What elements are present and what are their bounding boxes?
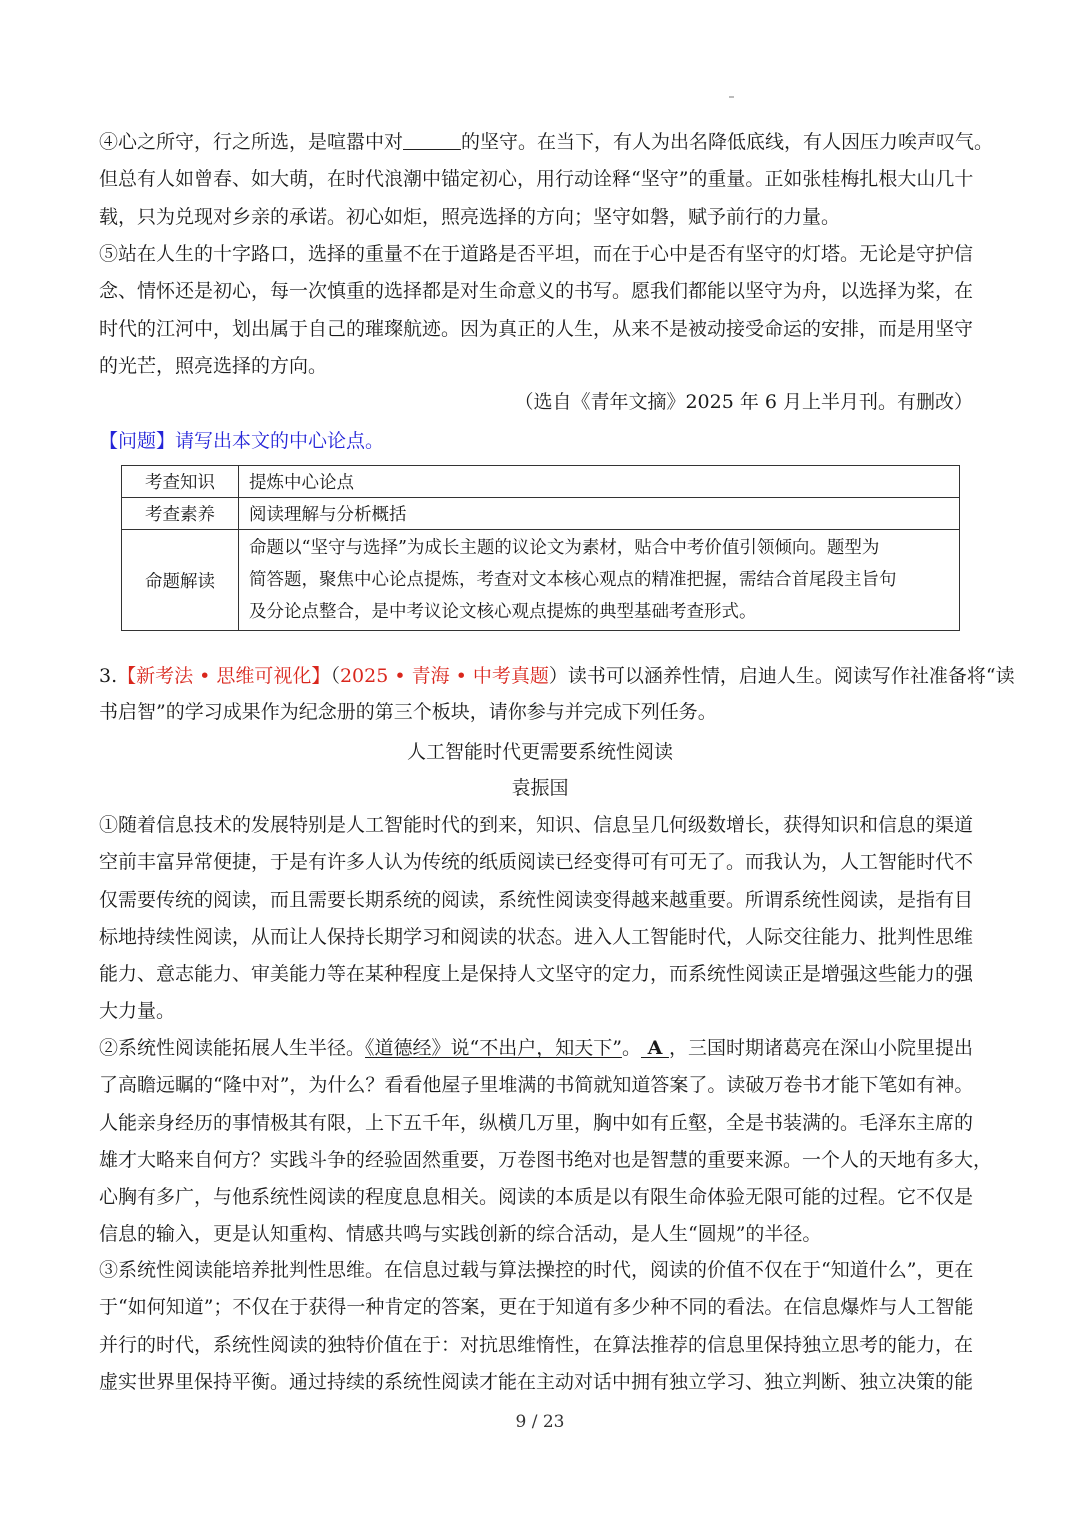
paragraph-line: 的光芒，照亮选择的方向。 xyxy=(99,354,328,377)
paragraph-line: 标地持续性阅读，从而让人保持长期学习和阅读的状态。进入人工智能时代，人际交往能力、批判性思维 xyxy=(99,925,974,948)
table-value: 阅读理解与分析概括 xyxy=(239,498,960,530)
article-author: 袁振国 xyxy=(511,777,569,799)
paragraph-line: 空前丰富异常便捷，于是有许多人认为传统的纸质阅读已经变得可有可无了。而我认为，人工智能时代不 xyxy=(99,851,974,874)
paragraph-line: 雄才大略来自何方？实践斗争的经验固然重要，万卷图书绝对也是智慧的重要来源。一个人的天地有多大， xyxy=(99,1148,993,1171)
paragraph-line: 于“如何知道”；不仅在于获得一种肯定的答案，更在于知道有多少种不同的看法。在信息爆炸与人工智能 xyxy=(99,1296,974,1319)
paragraph-line: ①随着信息技术的发展特别是人工智能时代的到来，知识、信息呈几何级数增长，获得知识和信息的渠道 xyxy=(99,814,974,836)
paragraph-4 xyxy=(99,124,994,236)
paragraph-line: ④心之所守，行之所选，是喧嚣中对 的坚守。在当下，有人为出名降低底线，有人因压力唉声叹气。 xyxy=(99,131,994,153)
table-value: 提炼中心论点 xyxy=(239,466,960,498)
paragraph-line: 念、情怀还是初心，每一次慎重的选择都是对生命意义的书写。愿我们都能以坚守为舟，以选择为桨，在 xyxy=(99,280,974,303)
underlined-quote: 《道德经》说“不出户，知天下” xyxy=(365,1037,622,1059)
article-title: 人工智能时代更需要系统性阅读 xyxy=(406,741,673,763)
page-number: 9 / 23 xyxy=(515,1412,565,1432)
paragraph-line: 心胸有多广，与他系统性阅读的程度息息相关。阅读的本质是以有限生命体验无限可能的过程。它不仅是 xyxy=(99,1186,974,1209)
paragraph-line: 了高瞻远瞩的“隆中对”，为什么？看看他屋子里堆满的书简就知道答案了。读破万卷书才能下笔如有神。 xyxy=(99,1074,974,1097)
table-key: 考查知识 xyxy=(122,466,239,498)
table-row xyxy=(122,498,960,530)
paragraph-line: ⑤站在人生的十字路口，选择的重量不在于道路是否平坦，而在于心中是否有坚守的灯塔。无论是守护信 xyxy=(99,243,974,265)
question-tag: 【新考法 • 思维可视化】 xyxy=(117,665,331,687)
blank-marker-a: A xyxy=(640,1037,669,1059)
paragraph-line: 虚实世界里保持平衡。通过持续的系统性阅读才能在主动对话中拥有独立学习、独立判断、独立决策的能 xyxy=(99,1370,974,1393)
paragraph-line: 并行的时代，系统性阅读的独特价值在于：对抗思维惰性，在算法推荐的信息里保持独立思考的能力，在 xyxy=(99,1333,974,1356)
analysis-table xyxy=(121,465,960,631)
question-source-tag: 2025 • 青海 • 中考真题 xyxy=(339,665,549,687)
article-paragraph-1 xyxy=(99,807,983,1031)
paragraph-line: 人能亲身经历的事情极其有限，上下五千年，纵横几万里，胸中如有丘壑，全是书装满的。毛泽东主席的 xyxy=(99,1111,974,1134)
table-value: 命题以“坚守与选择”为成长主题的议论文为素材，贴合中考价值引领倾向。题型为 简答题，聚焦中心论点提炼，考查对文本核心观点的精准把握，需结合首尾段主旨句 及分论点整合，是中考议论文核心观点提炼的典型基础考查形式。 xyxy=(239,530,960,631)
article-paragraph-2 xyxy=(99,1030,993,1254)
paragraph-line: 时代的江河中，划出属于自己的璀璨航迹。因为真正的人生，从来不是被动接受命运的安排，而是用坚守 xyxy=(99,317,974,340)
paragraph-line: 但总有人如曾春、如大萌，在时代浪潮中锚定初心，用行动诠释“坚守”的重量。正如张桂梅扎根大山几十 xyxy=(99,168,974,191)
question-number: 3. xyxy=(99,665,118,687)
article-paragraph-3 xyxy=(99,1252,983,1401)
question-prompt: 【问题】请写出本文的中心论点。 xyxy=(99,430,385,452)
paragraph-line: ②系统性阅读能拓展人生半径。《道德经》说“不出户，知天下”。 A ，三国时期诸葛亮在深山小院里提出 xyxy=(99,1037,973,1059)
table-row xyxy=(122,466,960,498)
scan-mark xyxy=(729,96,734,98)
table-key: 命题解读 xyxy=(122,530,239,631)
paragraph-line: 载，只为兑现对乡亲的承诺。初心如炬，照亮选择的方向；坚守如磐，赋予前行的力量。 xyxy=(99,205,841,228)
table-row xyxy=(122,530,960,631)
source-citation: （选自《青年文摘》2025 年 6 月上半月刊。有删改） xyxy=(514,391,973,413)
paragraph-line: 仅需要传统的阅读，而且需要长期系统的阅读，系统性阅读变得越来越重要。所谓系统性阅读，是指有目 xyxy=(99,888,974,911)
question-3-header: 3.【新考法 • 思维可视化】（2025 • 青海 • 中考真题）读书可以涵养性情，启迪人生。阅读写作社准备将“读 书启智”的学习成果作为纪念册的第三个板块，请你参与并完成下列任务。 xyxy=(99,665,1015,723)
paragraph-line: 信息的输入，更是认知重构、情感共鸣与实践创新的综合活动，是人生“圆规”的半径。 xyxy=(99,1223,822,1246)
fill-in-blank xyxy=(403,129,461,150)
paragraph-line: 能力、意志能力、审美能力等在某种程度上是保持人文坚守的定力，而系统性阅读正是增强这些能力的强 xyxy=(99,963,974,986)
paragraph-5 xyxy=(99,236,983,385)
table-key: 考查素养 xyxy=(122,498,239,530)
paragraph-line: ③系统性阅读能培养批判性思维。在信息过载与算法操控的时代，阅读的价值不仅在于“知道什么”，更在 xyxy=(99,1259,974,1281)
paragraph-line: 大力量。 xyxy=(99,1000,176,1023)
